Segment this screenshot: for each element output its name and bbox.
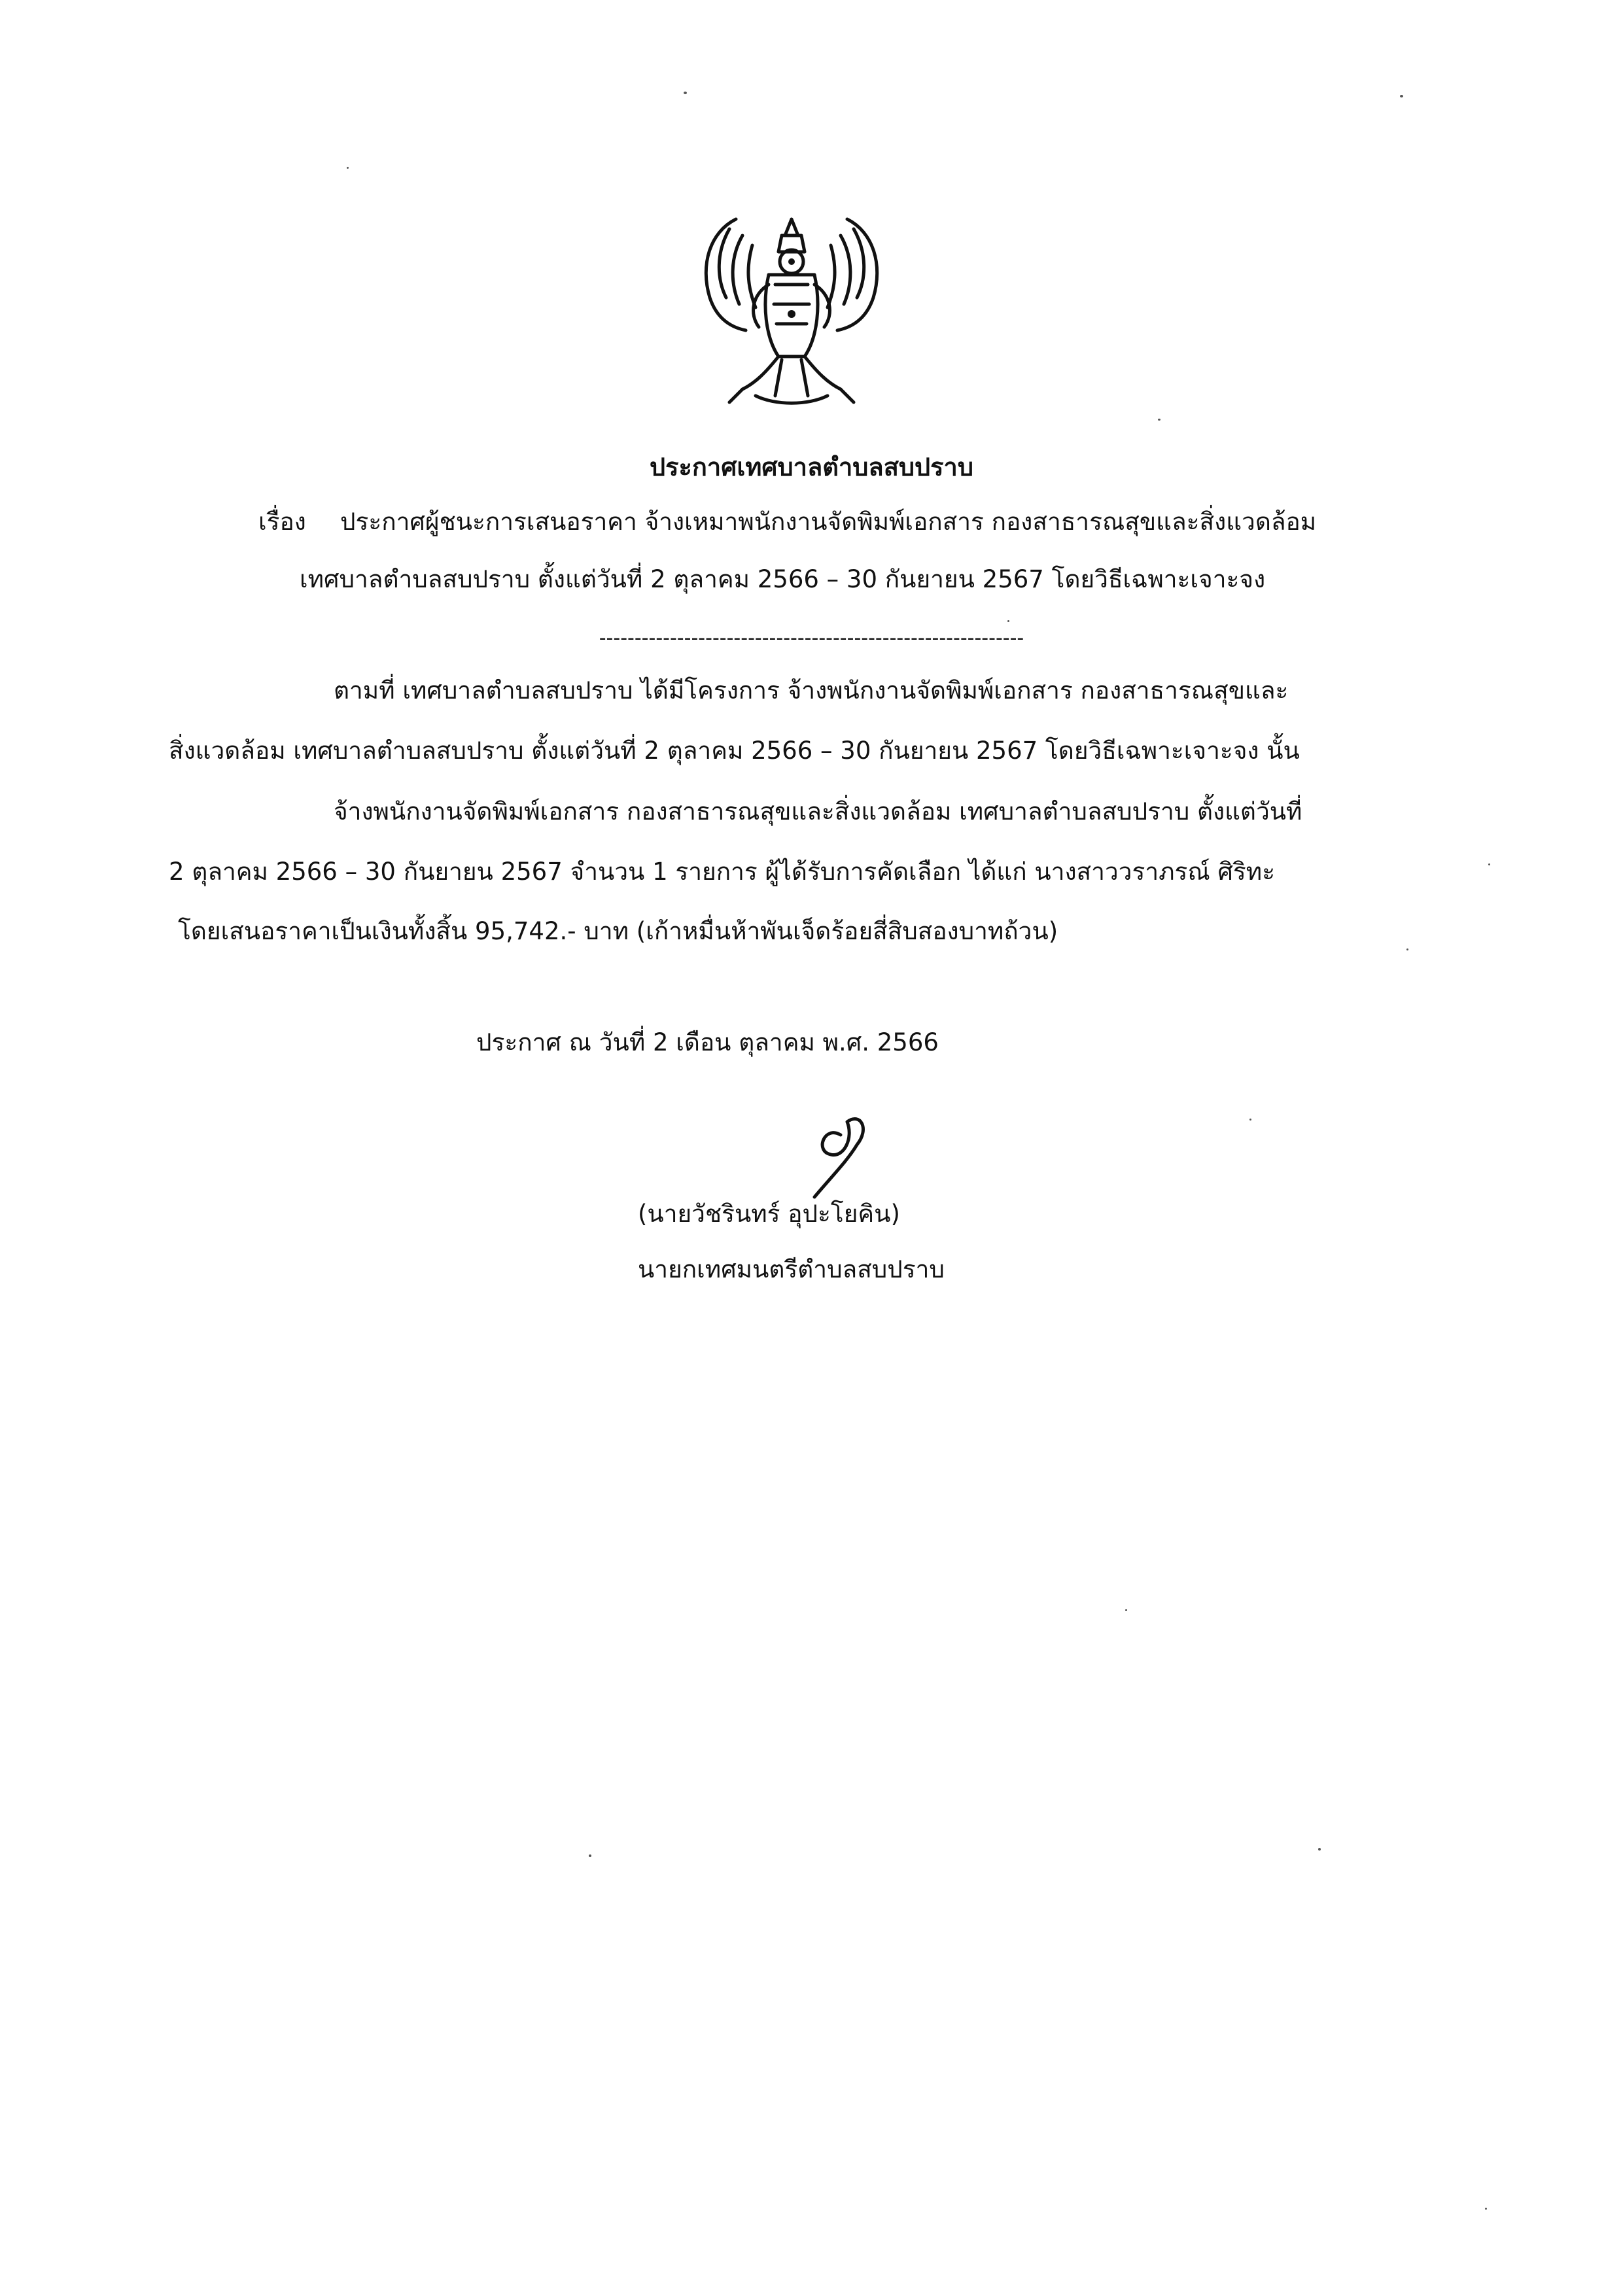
scan-speck	[1249, 1119, 1251, 1121]
paragraph-1-line-1: ตามที่ เทศบาลตำบลสบปราบ ได้มีโครงการ จ้างพนักงานจัดพิมพ์เอกสาร กองสาธารณสุขและ	[334, 676, 1289, 704]
scan-speck	[1007, 620, 1009, 622]
subject-label: เรื่อง	[258, 508, 306, 536]
scan-speck	[1158, 419, 1161, 421]
garuda-emblem-icon	[690, 206, 893, 412]
paragraph-1-line-2: สิ่งแวดล้อม เทศบาลตำบลสบปราบ ตั้งแต่วันที่ 2 ตุลาคม 2566 – 30 กันยายน 2567 โดยวิธีเฉพาะเจาะจง นั้น	[169, 737, 1300, 765]
signer-title: นายกเทศมนตรีตำบลสบปราบ	[638, 1255, 945, 1283]
scan-speck	[347, 167, 349, 169]
paragraph-2-line-3: โดยเสนอราคาเป็นเงินทั้งสิ้น 95,742.- บาท (เก้าหมื่นห้าพันเจ็ดร้อยสี่สิบสองบาทถ้วน)	[178, 917, 1058, 945]
subject-line-1: ประกาศผู้ชนะการเสนอราคา จ้างเหมาพนักงานจัดพิมพ์เอกสาร กองสาธารณสุขและสิ่งแวดล้อม	[340, 508, 1317, 536]
document-header: ประกาศเทศบาลตำบลสบปราบ	[649, 453, 974, 481]
scan-speck	[1400, 95, 1403, 97]
separator-line: ------------------------------------------------------------	[599, 627, 1024, 650]
scan-speck	[589, 1854, 591, 1857]
scan-speck	[1406, 948, 1408, 950]
paragraph-2-line-1: จ้างพนักงานจัดพิมพ์เอกสาร กองสาธารณสุขและสิ่งแวดล้อม เทศบาลตำบลสบปราบ ตั้งแต่วันที่	[334, 797, 1302, 826]
announcement-date: ประกาศ ณ วันที่ 2 เดือน ตุลาคม พ.ศ. 2566	[476, 1028, 939, 1056]
scan-speck	[1125, 1609, 1127, 1611]
paragraph-2-line-2: 2 ตุลาคม 2566 – 30 กันยายน 2567 จำนวน 1 รายการ ผู้ได้รับการคัดเลือก ได้แก่ นางสาววราภรณ์ ศิริทะ	[169, 858, 1276, 886]
signer-name: (นายวัชรินทร์ อุปะโยคิน)	[638, 1200, 900, 1228]
scan-speck	[684, 92, 687, 94]
scan-speck	[1488, 863, 1490, 865]
scan-speck	[1485, 2208, 1487, 2210]
signature-icon	[801, 1105, 886, 1204]
scan-speck	[1318, 1848, 1321, 1851]
subject-line-2: เทศบาลตำบลสบปราบ ตั้งแต่วันที่ 2 ตุลาคม 2566 – 30 กันยายน 2567 โดยวิธีเฉพาะเจาะจง	[300, 565, 1266, 593]
